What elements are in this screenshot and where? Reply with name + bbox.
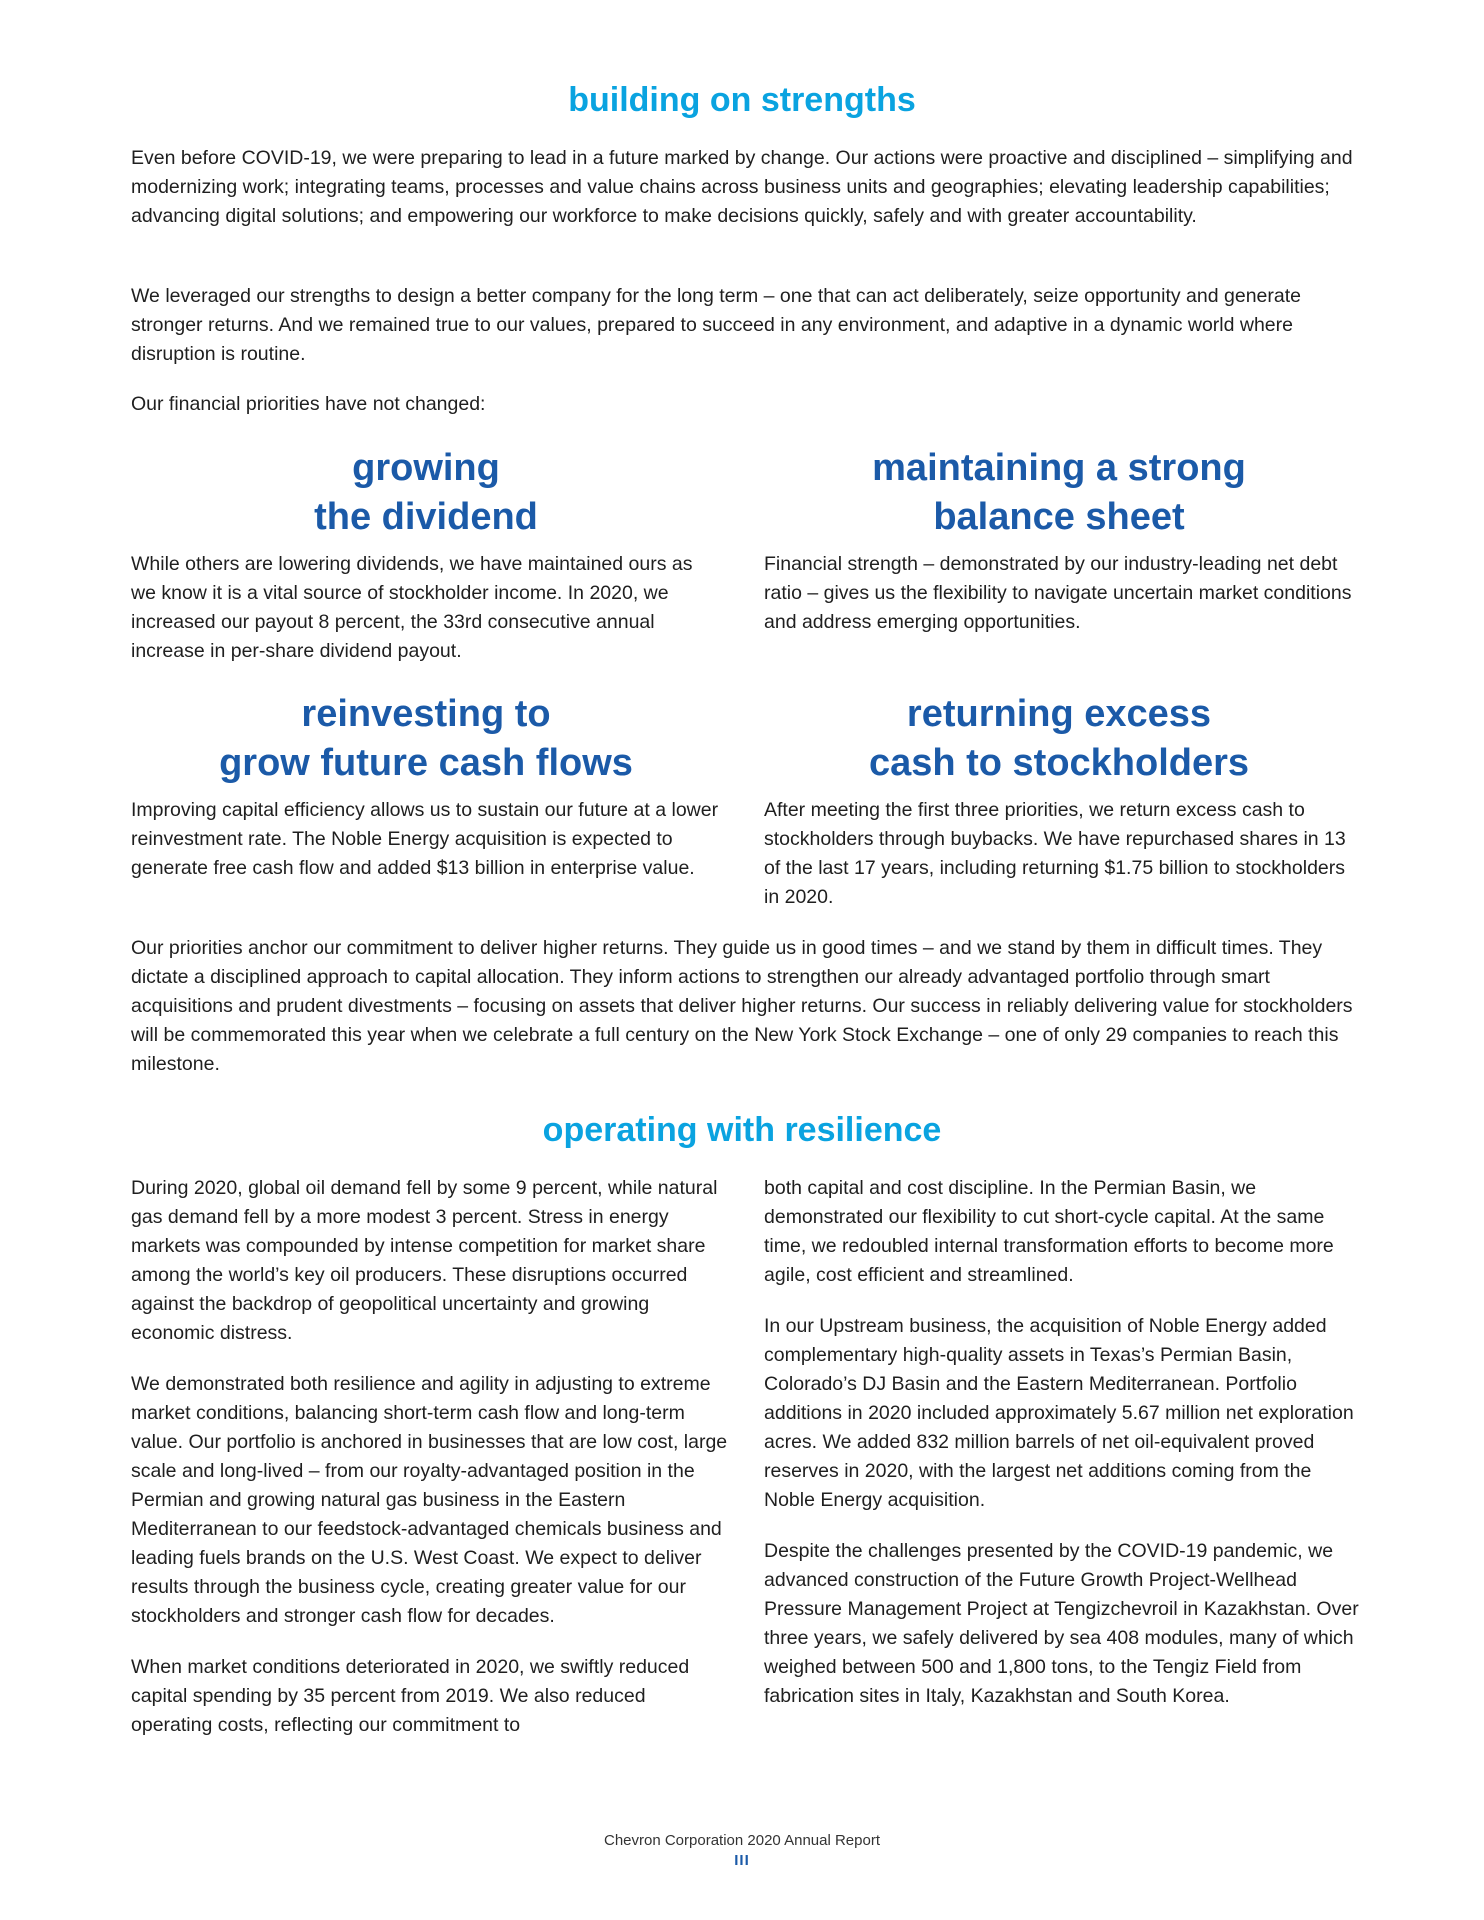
- resilience-left-column: [131, 1174, 731, 1762]
- resilience-right-column: [764, 1174, 1364, 1733]
- priority-text: While others are lowering dividends, we have maintained ours as we know it is a vital source of stockholder income. In 2020, we increased our payout 8 percent, the 33rd consecutive annual increase in per-share dividend payout.: [131, 553, 693, 662]
- page-number: III: [734, 1852, 750, 1869]
- intro-paragraph-1: Even before COVID-19, we were preparing to lead in a future marked by change. Our actions were proactive and disciplined – simplifying and modernizing work; integrating teams, processes and value chains across business units and geographies; elevating leadership capabilities; advancing digital solutions; and empowering our workforce to make decisions quickly, safely and with greater accountability.: [131, 147, 1353, 227]
- intro-paragraph-3: Our financial priorities have not changed:: [131, 393, 486, 415]
- priority-title: maintaining a strong balance sheet: [872, 447, 1246, 538]
- priority-growing-dividend: [131, 444, 721, 666]
- resilience-paragraph: We demonstrated both resilience and agility in adjusting to extreme market conditions, balancing short-term cash flow and long-term value. Our portfolio is anchored in businesses that are low cost, large scale and long-lived – from our royalty-advantaged position in the Permian and growing natural gas business in the Eastern Mediterranean to our feedstock-advantaged chemicals business and leading fuels brands on the U.S. West Coast. We expect to deliver results through the business cycle, creating greater value for our stockholders and stronger cash flow for decades.: [131, 1373, 728, 1627]
- priority-title: reinvesting to grow future cash flows: [219, 693, 633, 784]
- priority-text: Financial strength – demonstrated by our industry-leading net debt ratio – gives us the flexibility to navigate uncertain market conditions and address emerging opportunities.: [764, 553, 1352, 633]
- footer-report-title: Chevron Corporation 2020 Annual Report: [603, 1832, 880, 1849]
- resilience-paragraph: Despite the challenges presented by the COVID-19 pandemic, we advanced construction of the Future Growth Project-Wellhead Pressure Management Project at Tengizchevroil in Kazakhstan. Over three years, we safely delivered by sea 408 modules, many of which weighed between 500 and 1,800 tons, to the Tengiz Field from fabrication sites in Italy, Kazakhstan and South Korea.: [764, 1540, 1359, 1707]
- priority-reinvesting: [131, 690, 721, 883]
- priority-title: returning excess cash to stockholders: [868, 693, 1250, 784]
- priority-title: growing the dividend: [314, 447, 538, 538]
- resilience-paragraph: During 2020, global oil demand fell by some 9 percent, while natural gas demand fell by a more modest 3 percent. Stress in energy markets was compounded by intense competition for market share among the world’s key oil producers. These disruptions occurred against the backdrop of geopolitical uncertainty and growing economic distress.: [131, 1177, 718, 1344]
- resilience-paragraph: When market conditions deteriorated in 2020, we swiftly reduced capital spending by 35 percent from 2019. We also reduced operating costs, reflecting our commitment to: [131, 1656, 690, 1736]
- priorities-closing-paragraph: Our priorities anchor our commitment to deliver higher returns. They guide us in good times – and we stand by them in difficult times. They dictate a disciplined approach to capital allocation. They inform actions to strengthen our already advantaged portfolio through smart acquisitions and prudent divestments – focusing on assets that deliver higher returns. Our success in reliably delivering value for stockholders will be commemorated this year when we celebrate a full century on the New York Stock Exchange – one of only 29 companies to reach this milestone.: [131, 937, 1353, 1075]
- priority-returning-cash: [764, 690, 1364, 912]
- priority-text: After meeting the first three priorities, we return excess cash to stockholders through buybacks. We have repurchased shares in 13 of the last 17 years, including returning $1.75 billion to stockholders in 2020.: [764, 799, 1346, 908]
- priority-text: Improving capital efficiency allows us to sustain our future at a lower reinvestment rate. The Noble Energy acquisition is expected to generate free cash flow and added $13 billion in enterprise value.: [131, 799, 719, 879]
- intro-paragraph-2: We leveraged our strengths to design a better company for the long term – one that can act deliberately, seize opportunity and generate stronger returns. And we remained true to our values, prepared to succeed in any environment, and adaptive in a dynamic world where disruption is routine.: [131, 285, 1301, 365]
- section-title-operating-with-resilience: operating with resilience: [542, 1111, 942, 1149]
- resilience-paragraph: both capital and cost discipline. In the Permian Basin, we demonstrated our flexibility to cut short-cycle capital. At the same time, we redoubled internal transformation efforts to become more agile, cost efficient and streamlined.: [764, 1177, 1334, 1286]
- resilience-paragraph: In our Upstream business, the acquisition of Noble Energy added complementary high-quality assets in Texas’s Permian Basin, Colorado’s DJ Basin and the Eastern Mediterranean. Portfolio additions in 2020 included approximately 5.67 million net exploration acres. We added 832 million barrels of net oil-equivalent proved reserves in 2020, with the largest net additions coming from the Noble Energy acquisition.: [764, 1315, 1354, 1511]
- priority-strong-balance-sheet: [764, 444, 1354, 637]
- section-title-building-on-strengths: building on strengths: [568, 81, 916, 119]
